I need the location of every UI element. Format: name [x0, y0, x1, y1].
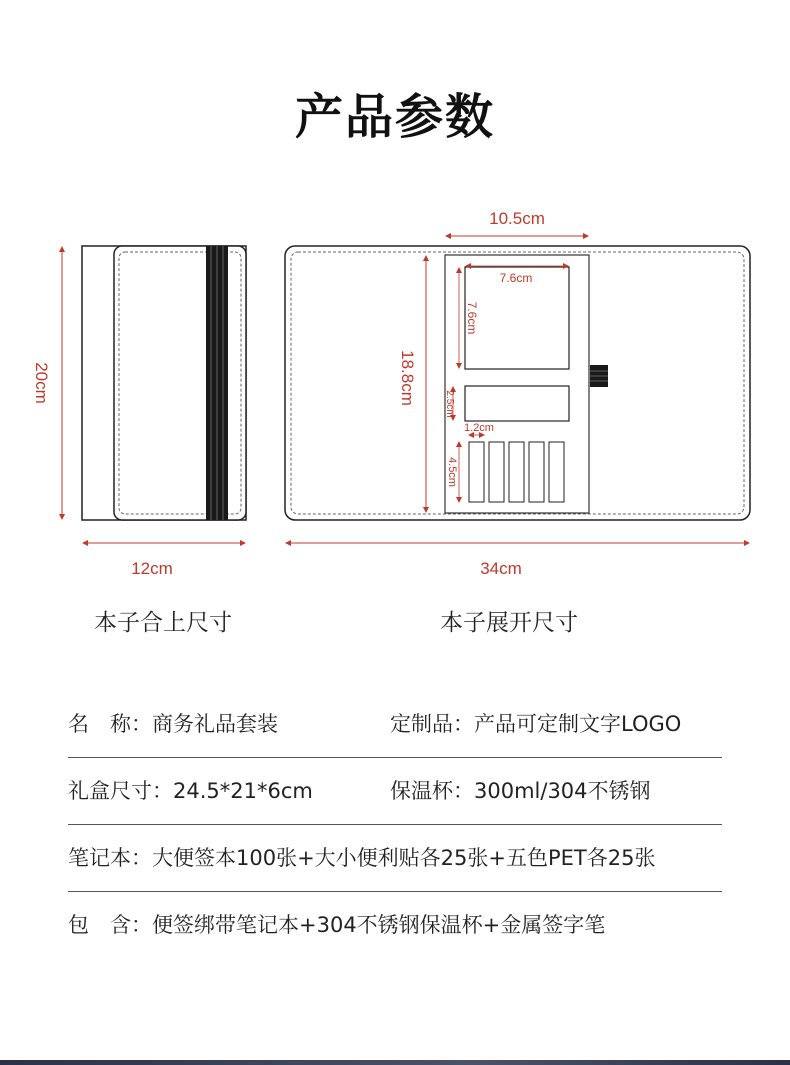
closed-size-caption: 本子合上尺寸 [94, 610, 232, 636]
open-width-label: 34cm [480, 559, 522, 578]
spec-row-3 [68, 825, 722, 891]
sticky-width-label: 7.6cm [499, 271, 533, 285]
closed-notebook-drawing [82, 246, 246, 520]
spec-row-2 [68, 758, 722, 824]
open-size-caption: 本子展开尺寸 [440, 610, 578, 636]
closed-height-label: 20cm [32, 362, 51, 404]
flag-width-label: 1.2cm [464, 422, 494, 434]
spec-notebook: 笔记本：大便签本100张+大小便利贴各25张+五色PET各25张 [68, 846, 656, 870]
insert-height-label: 18.8cm [398, 350, 417, 406]
page-title: 产品参数 [294, 89, 495, 145]
sticky-height-label: 7.6cm [465, 301, 479, 335]
closed-width-label: 12cm [131, 559, 173, 578]
open-notebook-drawing [285, 246, 750, 520]
insert-width-label: 10.5cm [489, 209, 545, 228]
spec-row-4 [68, 892, 722, 958]
spec-customization: 定制品：产品可定制文字LOGO [390, 712, 682, 736]
tab-height-label: 2.5cm [444, 390, 455, 418]
bottom-bar [0, 1060, 790, 1065]
spec-contents: 包 含：便签绑带笔记本+304不锈钢保温杯+金属签字笔 [68, 913, 606, 937]
spec-row-1 [68, 691, 722, 757]
spec-box-size: 礼盒尺寸：24.5*21*6cm [68, 779, 313, 803]
spec-name: 名 称：商务礼品套装 [68, 712, 278, 736]
spec-cup: 保温杯：300ml/304不锈钢 [390, 779, 651, 803]
flag-height-label: 4.5cm [446, 457, 458, 487]
